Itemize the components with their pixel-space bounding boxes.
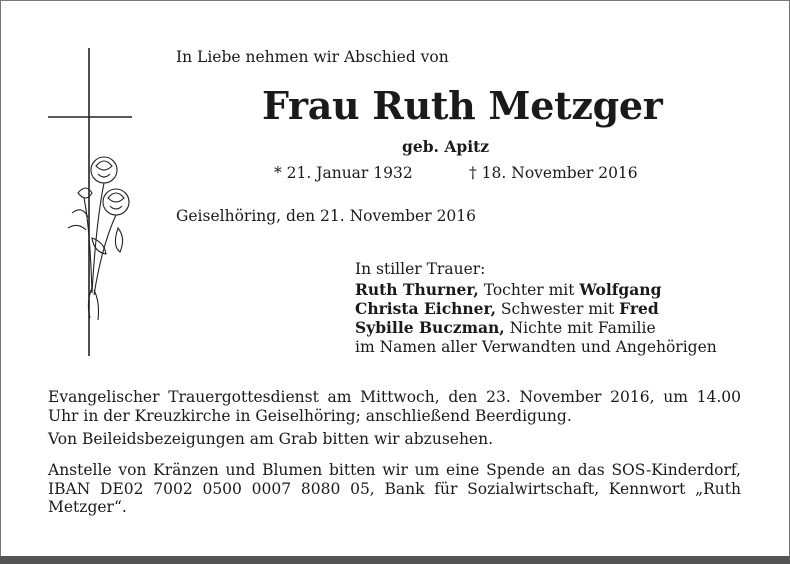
donation-paragraph: Anstelle von Kränzen und Blumen bitten wir um eine Spende an das SOS-Kinderdorf, IBAN DE02 7002 0500 0007 8080 05, Bank für Sozialwirtschaft, Kennwort „Ruth Metzger“. [48,461,741,516]
roses-icon [68,157,129,320]
mourner-line: Christa Eichner, Schwester mit Fred [355,299,659,318]
mourner-line: im Namen aller Verwandten und Angehörigen [355,338,717,356]
birth-date: * 21. Januar 1932 [274,164,413,182]
maiden-name: geb. Apitz [402,137,490,156]
intro-text: In Liebe nehmen wir Abschied von [176,48,449,66]
service-paragraph: Evangelischer Trauergottesdienst am Mittwoch, den 23. November 2016, um 14.00 Uhr in der Kreuzkirche in Geiselhöring; anschließend Beerdigung. [48,388,741,425]
mourner-line: Ruth Thurner, Tochter mit Wolfgang [355,280,662,299]
bottom-border [0,556,790,564]
mourners-heading: In stiller Trauer: [355,260,486,278]
place-date: Geiselhöring, den 21. November 2016 [176,207,477,225]
death-date: † 18. November 2016 [469,164,638,182]
mourner-line: Sybille Buczman, Nichte mit Familie [355,318,656,337]
condolences-paragraph: Von Beileidsbezeigungen am Grab bitten wir abzusehen. [48,430,494,448]
cross-icon [48,48,138,360]
deceased-name: Frau Ruth Metzger [262,83,663,128]
